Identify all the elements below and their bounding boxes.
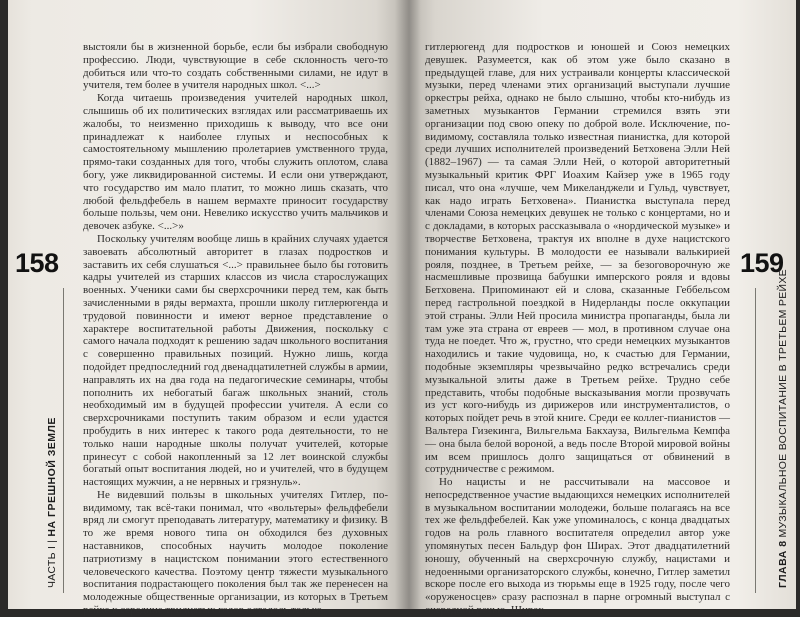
gutter-shadow <box>395 0 421 609</box>
left-running-head-part: ЧАСТЬ I <box>46 545 58 588</box>
paragraph: Но нацисты и не рассчитывали на массовое и непосредственное участие выдающихся немецких исполнителей в музыкальном воспитании молодежи, больше полагаясь на все тех же фельдфебелей. Как уже упоминалось, с конца двадцатых годов на роль главного воспитателя определил автор уже упомянутых песен Бальдур фон Ширах. Этот двадцатилетний юношу, обученный на сверхсрочную службу, нацистами и недоенными организаторского службы, конечно, Гитлер заметил вскоре после его выхода из тюрьмы еще в 1925 году, после чего «оруженосцев» сразу распознал в парне огромный выступал с очередной речью. Ширах <box>425 476 730 617</box>
paragraph: Когда читаешь произведения учителей народных школ, слышишь об их политических взглядах или рассматриваешь их жалобы, то неизменно приходишь к выводу, что все они принадлежат к наиболее глупых и неспособных к самостоятельному мышлению пролетариев умственного труда, прямо-таки созданных для того, чтобы служить оплотом, слава богу, уже ликвидированной системы. И если они утверждают, что государство им мало платит, то можно лишь сказать, что любой фельдфебель в нашем вермахте приносит государству больше пользы, чем они. Невелико искусство учить мальчиков и девочек азбуке. <...>» <box>83 92 388 233</box>
paragraph: выстояли бы в жизненной борьбе, если бы избрали свободную профессию. Люди, чувствующие в себе склонность чего-то добиться или что-то создать собственными силами, не идут в учителя, тем более в учителя народных школ. <...> <box>83 41 388 92</box>
left-running-head-title: НА ГРЕШНОЙ ЗЕМЛЕ <box>46 417 58 537</box>
left-margin-rule <box>63 288 64 593</box>
right-margin-rule <box>755 288 756 593</box>
paragraph: Не видевший пользы в школьных учителях Гитлер, по-видимому, так всё-таки понимал, что «вольтеры» фельдфебели вряд ли смогут преподавать литературу, математику и физику. В то же время нового типа он обходился без духовных наставников, способных научить молодое поколение патриотизму в нацистском понимании этого естественного человеческого качества. Поэтому центр тяжести музыкального воспитания подрастающего поколения был так же перенесен на молодежные общественные организации, из которых в Третьем рейхе к середине тридцатых годов осталось только <box>83 488 388 617</box>
right-page-number: 159 <box>740 248 784 278</box>
right-running-head <box>777 269 789 588</box>
left-page-number: 158 <box>15 248 59 278</box>
right-running-head-title: МУЗЫКАЛЬНОЕ ВОСПИТАНИЕ В ТРЕТЬЕМ РЕЙХЕ <box>777 269 789 538</box>
paragraph: Поскольку учителям вообще лишь в крайних случаях удается завоевать абсолютный авторитет в глазах подростков и заставить их себя слушаться <...> правильнее было бы готовить кадры учителей из старших классов из числа старослужащих военных. Ученики сами бы сверхсрочники перед тем, как быть зачисленными в ряды вермахта, прошли школу гитлерюгенда и трудовой повинности и имеют верное представление о характере воспитательной работы Движения, поскольку с самого начала подходят к решению задач школьного воспитания с совершенно правильных позиций. Нужно лишь, когда подойдет предпоследний год двенадцатилетней службы в армии, направлять их на два года на педагогические семинары, чтобы пополнить их небогатый багаж школьных знаний, столь необходимый им в будущей профессии учителя. А если со сверхсрочниками поступить таким образом и если удастся пробудить в них интерес к такого рода деятельности, то не только наши народные школы получат учителей, которые принесут с собой накопленный за 12 лет воинской службы богатый опыт воспитания людей, но и учителей, что в будущем настоящих мужчин, а не нервных и грязнуль». <box>83 232 388 489</box>
right-page <box>408 0 796 617</box>
right-body-text <box>425 41 730 617</box>
left-running-head <box>46 417 58 588</box>
left-running-head-separator: | <box>46 536 58 543</box>
left-page <box>8 0 408 617</box>
paragraph: гитлерюгенд для подростков и юношей и Союз немецких девушек. Разумеется, как об этом уже было сказано в предыдущей главе, для них устраивали концерты классической музыки, перед членами этих организаций выступали лучшие оркестры рейха, однако не было слышно, чтобы кто-нибудь из заметных музыкантов Германии стремился взять эти организации под свою опеку по доброй воле. Исключение, по-видимому, составляла только известная пианистка, для которой среди лучших исполнителей произведений Бетховена Элли Ней (1882–1967) — та самая Элли Ней, о которой авторитетный музыкальный критик ФРГ Иоахим Кайзер уже в 1965 году писал, что она «лучше, чем Микеланджели и Гульд, чувствует, как надо играть Бетховена». Пианистка выступала перед членами Союза немецких девушек не только с концертами, но и с докладами, в которых рассказывала о «нордической музыке» и творчестве Бетховена, трактуя их вполне в духе нацистского понимания культуры. В молодости ее называли валькирией рояля, позднее, в Третьем рейхе, — за безоговорочную же насмешливые прозвища бабушки имперского рояля и вдовы Бетховена. Припоминают ей и слова, сказанные Геббельсом перед гастрольной поездкой в Нидерланды после оккупации этой страны. Элли Ней просила министра пропаганды, была ли там уже эта страна от евреев — мол, в противном случае она туда не поедет. Что ж, грустно, что среди немецких музыкантов находились и такие чудовища, но, к счастью для Германии, подобные экземпляры чрезвычайно редко встречались среди музыкальной элиты даже в Третьем рейхе. Трудно себе представить, чтобы подобные высказывания могли прозвучать из уст кого-нибудь из дирижеров или инструменталистов, о которых пойдет речь в этой книге. Среди ее коллег-пианистов — Вальтера Гизекинга, Вильгельма Бакхауза, Вильгельма Кемпфа — она была белой вороной, а ведь после Второй мировой войны им всем пришлось долго защищаться от обвинений в сотрудничестве с режимом. <box>425 41 730 476</box>
left-body-text <box>83 41 388 617</box>
right-running-head-chapter: ГЛАВА 8 <box>777 540 789 588</box>
